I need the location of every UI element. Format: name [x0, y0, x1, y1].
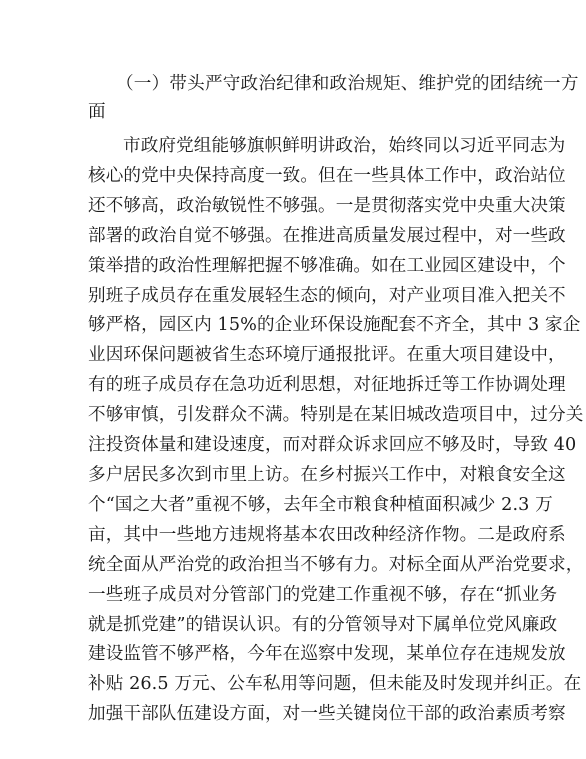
paragraph-line: 亩，其中一些地方违规将基本农田改种经济作物。二是政府系 — [88, 524, 566, 545]
paragraph-line: 核心的党中央保持高度一致。但在一些具体工作中，政治站位 — [88, 165, 566, 186]
heading-line: （一）带头严守政治纪律和政治规矩、维护党的团结统一方 — [116, 74, 579, 94]
paragraph-line: 够严格，园区内 15%的企业环保设施配套不齐全，其中 3 家企 — [88, 315, 581, 336]
paragraph-line: 不够审慎，引发群众不满。特别是在某旧城改造项目中，过分关 — [88, 405, 584, 426]
paragraph-line: 个“国之大者”重视不够，去年全市粮食种植面积减少 2.3 万 — [88, 494, 553, 515]
heading-line: 面 — [88, 102, 106, 122]
paragraph-line: 就是抓党建”的错误认识。有的分管领导对下属单位党风廉政 — [88, 614, 558, 635]
paragraph-line: 加强干部队伍建设方面，对一些关键岗位干部的政治素质考察 — [88, 704, 566, 725]
paragraph-line: 市政府党组能够旗帜鲜明讲政治，始终同以习近平同志为 — [123, 136, 566, 156]
paragraph-line: 别班子成员存在重发展轻生态的倾向，对产业项目准入把关不 — [88, 285, 566, 306]
paragraph-line: 一些班子成员对分管部门的党建工作重视不够，存在“抓业务 — [88, 584, 558, 605]
paragraph-line: 有的班子成员存在急功近利思想，对征地拆迁等工作协调处理 — [88, 375, 566, 396]
section-heading — [88, 70, 579, 126]
paragraph-line: 补贴 26.5 万元、公车私用等问题，但未能及时发现并纠正。在 — [88, 674, 582, 695]
paragraph-line: 业因环保问题被省生态环境厅通报批评。在重大项目建设中， — [88, 345, 566, 366]
paragraph-line: 部署的政治自觉不够强。在推进高质量发展过程中，对一些政 — [88, 225, 566, 246]
paragraph-line: 策举措的政治性理解把握不够准确。如在工业园区建设中，个 — [88, 255, 566, 276]
paragraph-line: 注投资体量和建设速度，而对群众诉求回应不够及时，导致 40 — [88, 435, 577, 456]
paragraph-line: 还不够高，政治敏锐性不够强。一是贯彻落实党中央重大决策 — [88, 195, 566, 216]
paragraph-line: 建设监管不够严格，今年在巡察中发现，某单位存在违规发放 — [88, 644, 566, 665]
paragraph-line: 统全面从严治党的政治担当不够有力。对标全面从严治党要求， — [88, 554, 584, 575]
paragraph-line: 多户居民多次到市里上访。在乡村振兴工作中，对粮食安全这 — [88, 464, 566, 485]
body-paragraph — [88, 132, 584, 730]
